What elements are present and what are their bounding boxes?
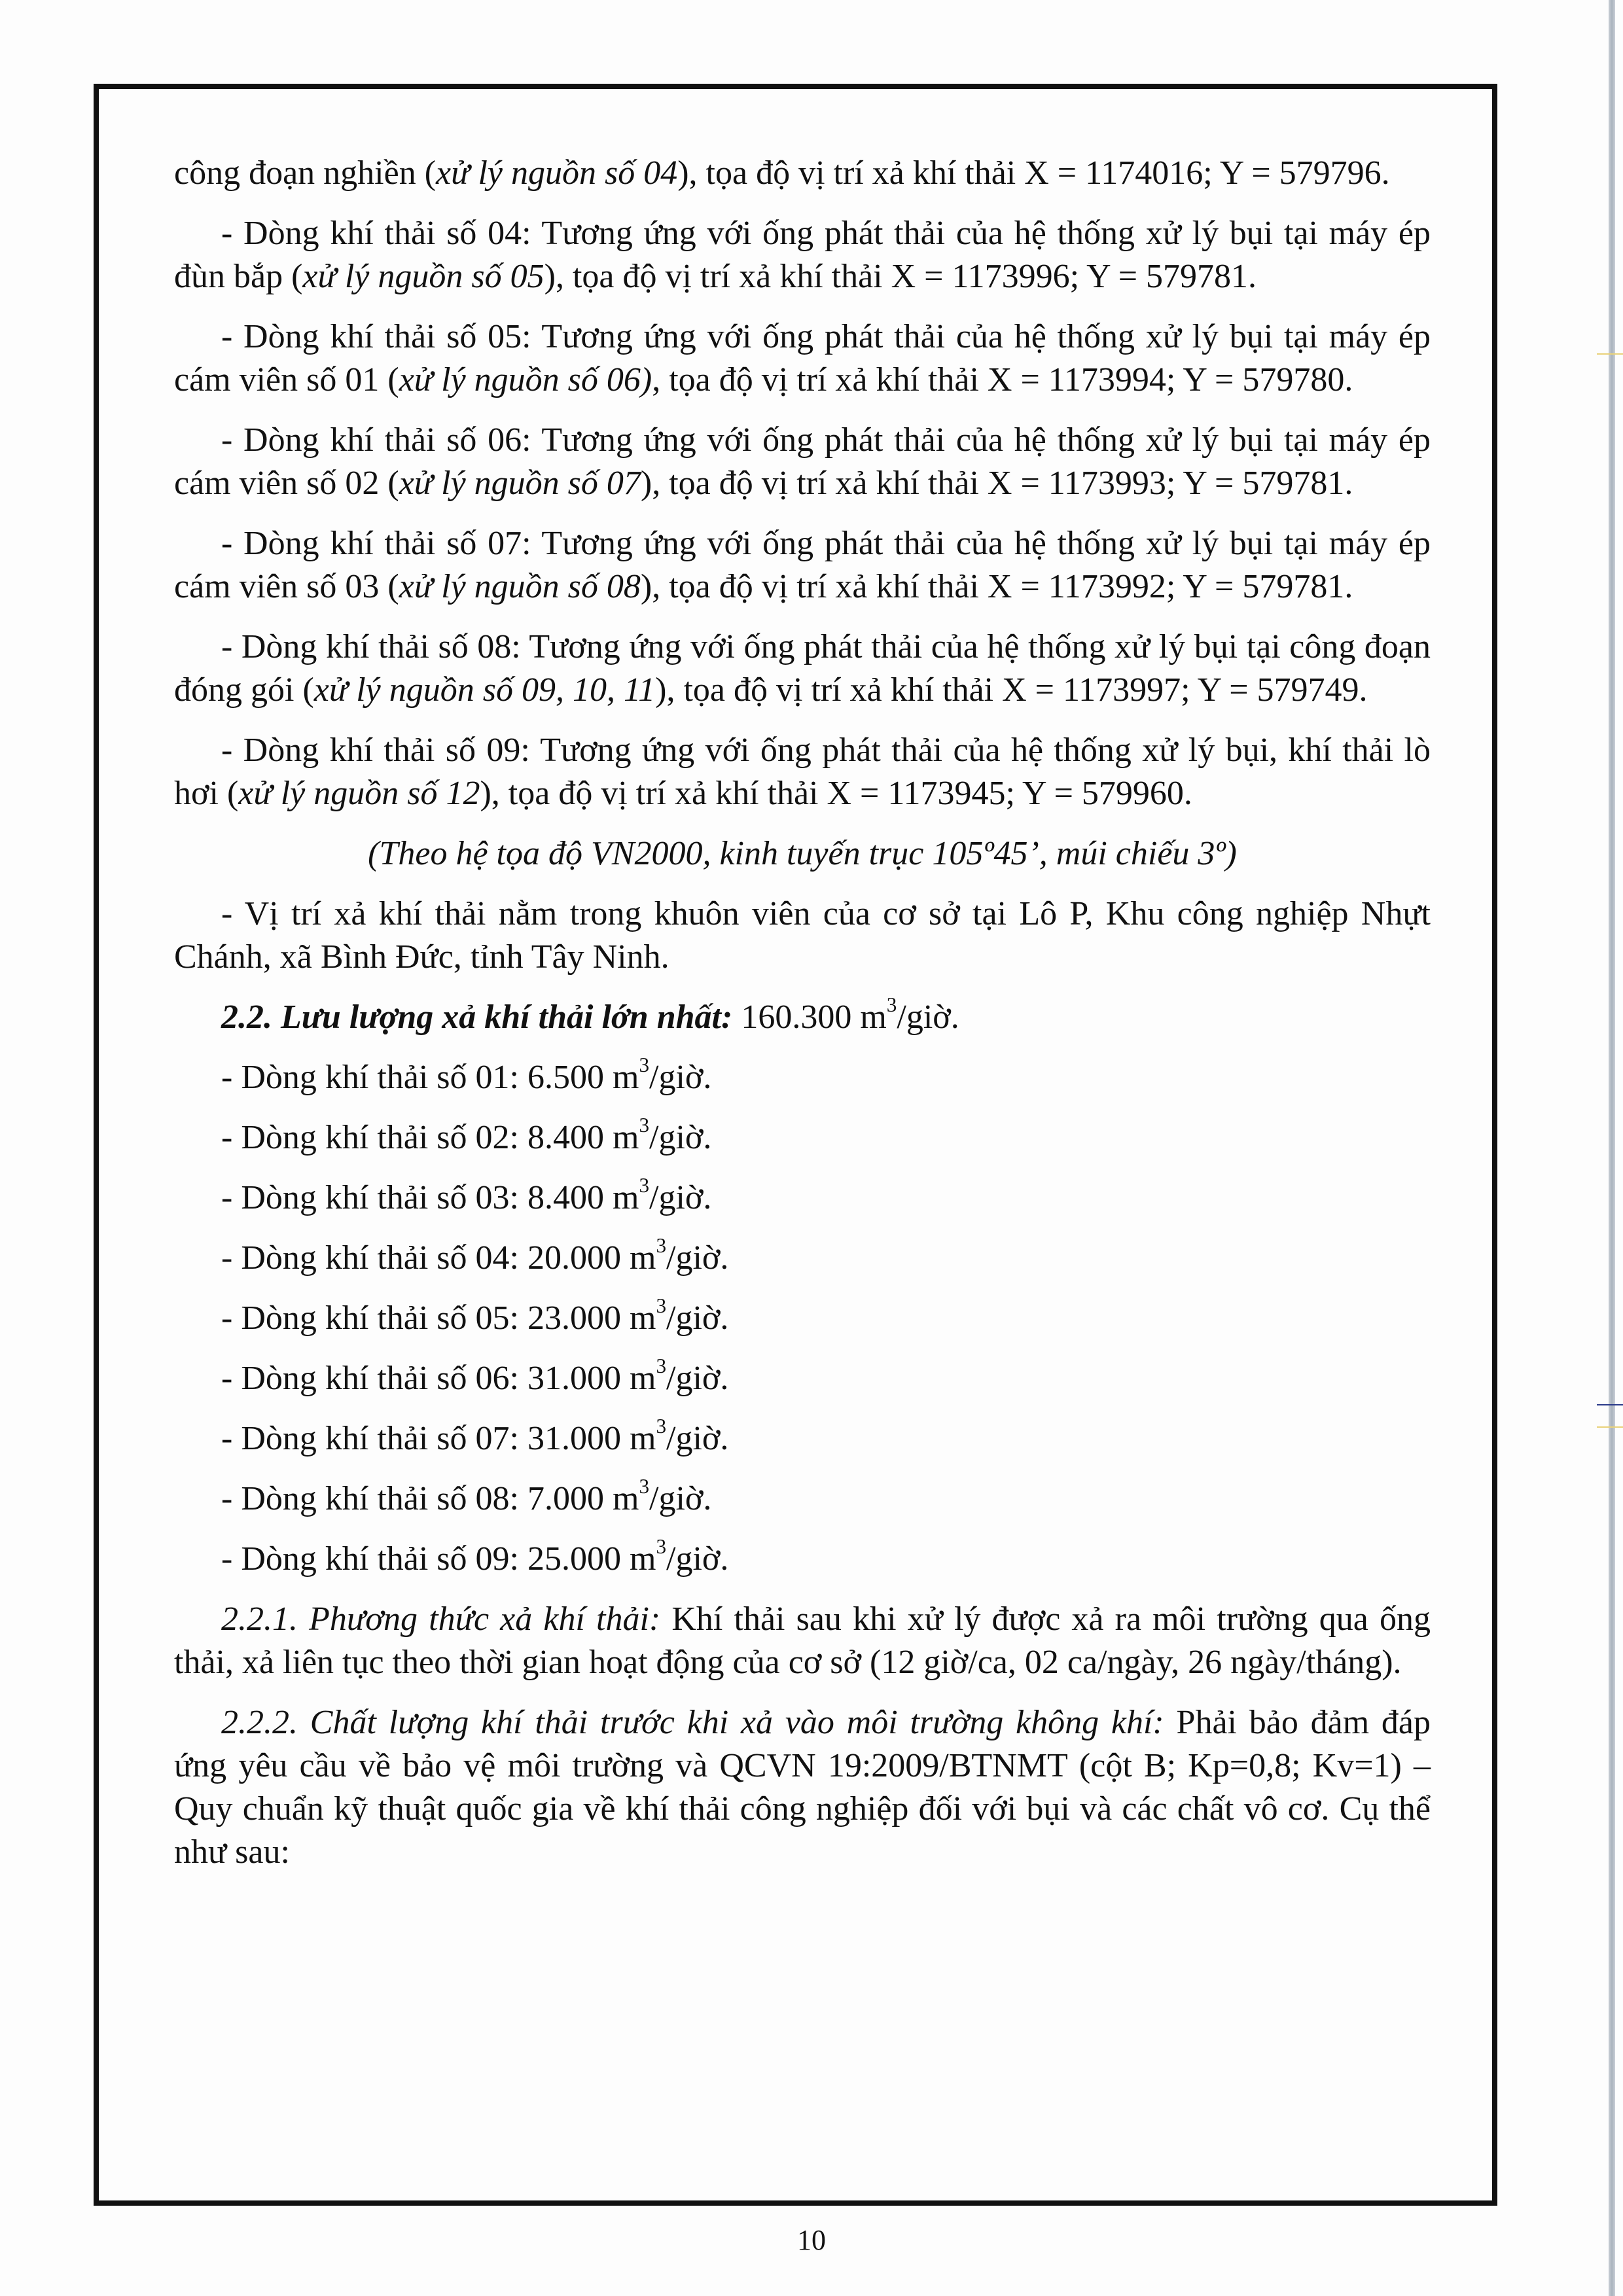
emphasis-text: xử lý nguồn số 09, 10, 11 bbox=[313, 671, 656, 709]
text-run: Khí thải sau khi xử lý được xả ra môi trường qua ống thải, xả liên tục theo thời gian hoạt động của cơ sở (12 giờ/ca, 02 ca/ngày, 26 ngày/tháng). bbox=[174, 1600, 1431, 1681]
flow-rate-value: 7.000 bbox=[527, 1480, 613, 1517]
flow-rate-list bbox=[174, 1053, 1431, 1581]
flow-rate-label: - Dòng khí thải số 02: bbox=[221, 1119, 527, 1156]
unit-base: m bbox=[629, 1360, 656, 1397]
unit-base: m bbox=[629, 1420, 656, 1457]
text-run: ), tọa độ vị trí xả khí thải X = 1173996; Y = 579781. bbox=[544, 258, 1257, 295]
text-run: - Dòng khí thải số 07: Tương ứng với ống phát thải của hệ thống xử lý bụi tại máy ép cám viên số 03 ( bbox=[174, 525, 1431, 605]
unit-base: m bbox=[612, 1119, 639, 1156]
p-continuation bbox=[174, 152, 1431, 195]
unit-exponent: 3 bbox=[639, 1053, 650, 1077]
flow-rate-value: 8.400 bbox=[527, 1179, 613, 1216]
flow-rate-item bbox=[221, 1535, 1431, 1581]
p-location bbox=[174, 892, 1431, 979]
flow-rate-item bbox=[221, 1477, 1431, 1521]
emphasis-text: 2.2. Lưu lượng xả khí thải lớn nhất: bbox=[221, 998, 733, 1036]
paragraphs-section bbox=[174, 152, 1431, 1039]
p-stream-07 bbox=[174, 522, 1431, 609]
flow-rate-value: 25.000 bbox=[527, 1540, 630, 1578]
unit-tail: /giờ. bbox=[649, 1059, 712, 1096]
document-body bbox=[174, 152, 1431, 1891]
text-run: - Dòng khí thải số 08: Tương ứng với ống phát thải của hệ thống xử lý bụi tại công đoạn đóng gói ( bbox=[174, 628, 1431, 709]
text-run: công đoạn nghiền ( bbox=[174, 154, 437, 192]
scan-artifact-line bbox=[1597, 353, 1623, 355]
unit-tail: /giờ. bbox=[666, 1420, 729, 1457]
unit-exponent: 3 bbox=[656, 1354, 667, 1378]
p-emission-quality bbox=[174, 1701, 1431, 1874]
flow-rate-value: 6.500 bbox=[527, 1059, 613, 1096]
flow-rate-label: - Dòng khí thải số 01: bbox=[221, 1059, 527, 1096]
text-run: ), tọa độ vị trí xả khí thải X = 1173992; Y = 579781. bbox=[640, 568, 1353, 605]
text-run: - Vị trí xả khí thải nằm trong khuôn viên của cơ sở tại Lô P, Khu công nghiệp Nhựt Chánh, xã Bình Đức, tỉnh Tây Ninh. bbox=[174, 895, 1431, 976]
emphasis-text: xử lý nguồn số 07 bbox=[399, 465, 641, 502]
scan-artifact-line bbox=[1597, 1404, 1623, 1405]
flow-rate-label: - Dòng khí thải số 04: bbox=[221, 1239, 527, 1277]
text-run: - Dòng khí thải số 05: Tương ứng với ống phát thải của hệ thống xử lý bụi tại máy ép cám viên số 01 ( bbox=[174, 318, 1431, 398]
closing-paragraphs-section bbox=[174, 1598, 1431, 1874]
text-run: 160.300 m bbox=[732, 998, 887, 1036]
flow-rate-item bbox=[221, 1417, 1431, 1460]
emphasis-text: (Theo hệ tọa độ VN2000, kinh tuyến trục 105º45’, múi chiếu 3º) bbox=[368, 835, 1237, 872]
scan-artifact-line bbox=[1597, 1426, 1623, 1428]
unit-base: m bbox=[629, 1239, 656, 1277]
p-coordinate-system bbox=[174, 832, 1431, 875]
unit-base: m bbox=[612, 1480, 639, 1517]
unit-exponent: 3 bbox=[639, 1475, 650, 1498]
text-run: ), tọa độ vị trí xả khí thải X = 1173993; Y = 579781. bbox=[640, 465, 1353, 502]
unit-exponent: 3 bbox=[639, 1114, 650, 1137]
flow-rate-value: 31.000 bbox=[527, 1420, 630, 1457]
p-stream-04 bbox=[174, 212, 1431, 298]
unit-tail: /giờ. bbox=[666, 1239, 729, 1277]
p-stream-09 bbox=[174, 729, 1431, 815]
page-number: 10 bbox=[797, 2224, 826, 2256]
flow-rate-label: - Dòng khí thải số 09: bbox=[221, 1540, 527, 1578]
flow-rate-item bbox=[221, 1116, 1431, 1159]
flow-rate-item bbox=[221, 1053, 1431, 1099]
flow-rate-value: 8.400 bbox=[527, 1119, 613, 1156]
text-run: ), tọa độ vị trí xả khí thải X = 1173945; Y = 579960. bbox=[480, 775, 1192, 812]
flow-rate-item bbox=[221, 1176, 1431, 1220]
unit-base: m bbox=[612, 1059, 639, 1096]
emphasis-text: xử lý nguồn số 08 bbox=[399, 568, 641, 605]
text-run: , tọa độ vị trí xả khí thải X = 1173994; Y = 579780. bbox=[652, 361, 1353, 398]
emphasis-text: xử lý nguồn số 04 bbox=[436, 154, 678, 192]
emphasis-text: 2.2.2. Chất lượng khí thải trước khi xả vào môi trường không khí: bbox=[221, 1704, 1164, 1741]
flow-rate-value: 31.000 bbox=[527, 1360, 630, 1397]
flow-rate-label: - Dòng khí thải số 08: bbox=[221, 1480, 527, 1517]
flow-rate-item bbox=[221, 1354, 1431, 1400]
text-run: - Dòng khí thải số 06: Tương ứng với ống phát thải của hệ thống xử lý bụi tại máy ép cám viên số 02 ( bbox=[174, 421, 1431, 502]
flow-rate-label: - Dòng khí thải số 07: bbox=[221, 1420, 527, 1457]
unit-exponent: 3 bbox=[639, 1174, 650, 1197]
flow-rate-value: 20.000 bbox=[527, 1239, 630, 1277]
superscript: 3 bbox=[886, 993, 897, 1017]
text-run: - Dòng khí thải số 09: Tương ứng với ống phát thải của hệ thống xử lý bụi, khí thải lò hơi ( bbox=[174, 732, 1431, 812]
unit-exponent: 3 bbox=[656, 1234, 667, 1258]
unit-tail: /giờ. bbox=[666, 1360, 729, 1397]
p-max-flow bbox=[174, 993, 1431, 1039]
text-run: Phải bảo đảm đáp ứng yêu cầu về bảo vệ môi trường và QCVN 19:2009/BTNMT (cột B; Kp=0,8; Kv=1) – Quy chuẩn kỹ thuật quốc gia về khí thải công nghiệp đối với bụi và các chất vô cơ. Cụ thể như sau: bbox=[174, 1704, 1431, 1871]
flow-rate-label: - Dòng khí thải số 05: bbox=[221, 1299, 527, 1337]
unit-tail: /giờ. bbox=[649, 1179, 712, 1216]
p-stream-06 bbox=[174, 419, 1431, 505]
flow-rate-label: - Dòng khí thải số 06: bbox=[221, 1360, 527, 1397]
unit-base: m bbox=[629, 1299, 656, 1337]
text-run: ), tọa độ vị trí xả khí thải X = 1173997; Y = 579749. bbox=[655, 671, 1368, 709]
unit-exponent: 3 bbox=[656, 1415, 667, 1438]
unit-tail: /giờ. bbox=[649, 1480, 712, 1517]
emphasis-text: 2.2.1. Phương thức xả khí thải: bbox=[221, 1600, 661, 1638]
unit-tail: /giờ. bbox=[649, 1119, 712, 1156]
unit-exponent: 3 bbox=[656, 1294, 667, 1318]
emphasis-text: xử lý nguồn số 05 bbox=[302, 258, 544, 295]
unit-tail: /giờ. bbox=[666, 1299, 729, 1337]
flow-rate-label: - Dòng khí thải số 03: bbox=[221, 1179, 527, 1216]
unit-exponent: 3 bbox=[656, 1535, 667, 1559]
flow-rate-value: 23.000 bbox=[527, 1299, 630, 1337]
p-stream-08 bbox=[174, 626, 1431, 712]
flow-rate-item bbox=[221, 1234, 1431, 1280]
unit-base: m bbox=[612, 1179, 639, 1216]
emphasis-text: xử lý nguồn số 06) bbox=[399, 361, 652, 398]
unit-tail: /giờ. bbox=[666, 1540, 729, 1578]
flow-rate-item bbox=[221, 1294, 1431, 1340]
unit-base: m bbox=[629, 1540, 656, 1578]
emphasis-text: xử lý nguồn số 12 bbox=[238, 775, 480, 812]
text-run: ), tọa độ vị trí xả khí thải X = 1174016; Y = 579796. bbox=[677, 154, 1390, 192]
p-stream-05 bbox=[174, 315, 1431, 402]
text-run: - Dòng khí thải số 04: Tương ứng với ống phát thải của hệ thống xử lý bụi tại máy ép đùn bắp ( bbox=[174, 215, 1431, 295]
scanner-edge-shadow bbox=[1609, 0, 1615, 2296]
text-run: /giờ. bbox=[897, 998, 959, 1036]
p-discharge-method bbox=[174, 1598, 1431, 1684]
